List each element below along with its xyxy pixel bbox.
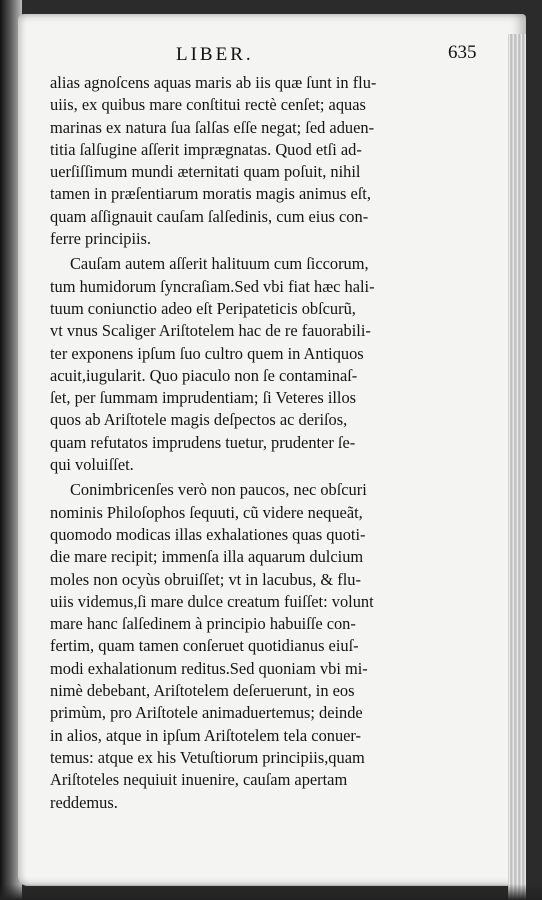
text-line: temus: atque ex his Vetuſtiorum principiis,quam bbox=[50, 747, 365, 767]
text-line: die mare recipit; immenſa illa aquarum dulcium bbox=[50, 547, 364, 567]
text-line: tum humidorum ſyncraſiam.Sed vbi fiat hæc hali- bbox=[50, 276, 375, 296]
text-line: uerſiſſimum mundi æternitati quam poſuit, nihil bbox=[50, 162, 361, 182]
text-line: ferre principiis. bbox=[50, 229, 152, 249]
text-line: qui voluiſſet. bbox=[50, 455, 134, 475]
text-line: tuum coniunctio adeo eſt Peripateticis obſcurũ, bbox=[50, 298, 356, 318]
text-line: alias agnoſcens aquas maris ab iis quæ ſunt in flu- bbox=[50, 73, 377, 92]
text-line: tamen in præſentiarum moratis magis animus eſt, bbox=[50, 184, 371, 204]
text-line: mare hanc ſalſedinem à principio habuiſſe con- bbox=[50, 614, 356, 634]
text-line: quomodo modicas illas exhalationes quas quoti- bbox=[50, 524, 366, 544]
text-line: reddemus. bbox=[50, 792, 118, 812]
text-line: Ariſtoteles nequiuit inuenire, cauſam apertam bbox=[50, 770, 348, 790]
body-text bbox=[50, 72, 490, 814]
text-line: vt vnus Scaliger Ariſtotelem hac de re fauorabili- bbox=[50, 321, 371, 341]
text-line: titia ſalſugine aſſerit imprægnatas. Quod etſi ad- bbox=[50, 139, 362, 159]
text-line: uiis videmus,ſi mare dulce creatum fuiſſet: volunt bbox=[50, 591, 374, 611]
page-number: 635 bbox=[448, 42, 477, 63]
text-line: modi exhalationum reditus.Sed quoniam vbi mi- bbox=[50, 658, 368, 678]
running-head: LIBER. bbox=[176, 44, 254, 65]
page-edges-stack bbox=[508, 34, 526, 900]
text-line: uiis, ex quibus mare conſtitui rectè cenſet; aquas bbox=[50, 95, 366, 115]
text-line: acuit,iugularit. Quo piaculo non ſe contaminaſ- bbox=[50, 365, 358, 385]
text-line: nimè debebant, Ariſtotelem deſeruerunt, in eos bbox=[50, 681, 355, 701]
text-line: nominis Philoſophos ſequuti, cũ videre nequeãt, bbox=[50, 502, 363, 522]
text-line: marinas ex natura ſua ſalſas eſſe negat; ſed aduen- bbox=[50, 117, 375, 137]
text-line: ſet, per ſummam imprudentiam; ſi Veteres illos bbox=[50, 388, 357, 408]
text-line: Conimbricenſes verò non paucos, nec obſcuri bbox=[70, 480, 367, 500]
text-line: primùm, pro Ariſtotele animaduertemus; deinde bbox=[50, 703, 363, 723]
bottom-shadow bbox=[0, 884, 542, 900]
text-line: quam refutatos imprudens tuetur, prudenter ſe- bbox=[50, 432, 356, 452]
text-line: fertim, quam tamen conſeruet quotidianus eiuſ- bbox=[50, 636, 359, 656]
text-line: quos ab Ariſtotele magis deſpectos ac deriſos, bbox=[50, 410, 348, 430]
text-line: ter exponens ipſum ſuo cultro quem in Antiquos bbox=[50, 343, 364, 363]
text-line: moles non ocyùs obruiſſet; vt in lacubus, & flu- bbox=[50, 569, 361, 589]
text-line: quam aſſignauit cauſam ſalſedinis, cum eius con- bbox=[50, 206, 369, 226]
text-line: in alios, atque in ipſum Ariſtotelem tela conuer- bbox=[50, 725, 362, 745]
text-line: Cauſam autem aſſerit halituum cum ſiccorum, bbox=[70, 254, 369, 274]
